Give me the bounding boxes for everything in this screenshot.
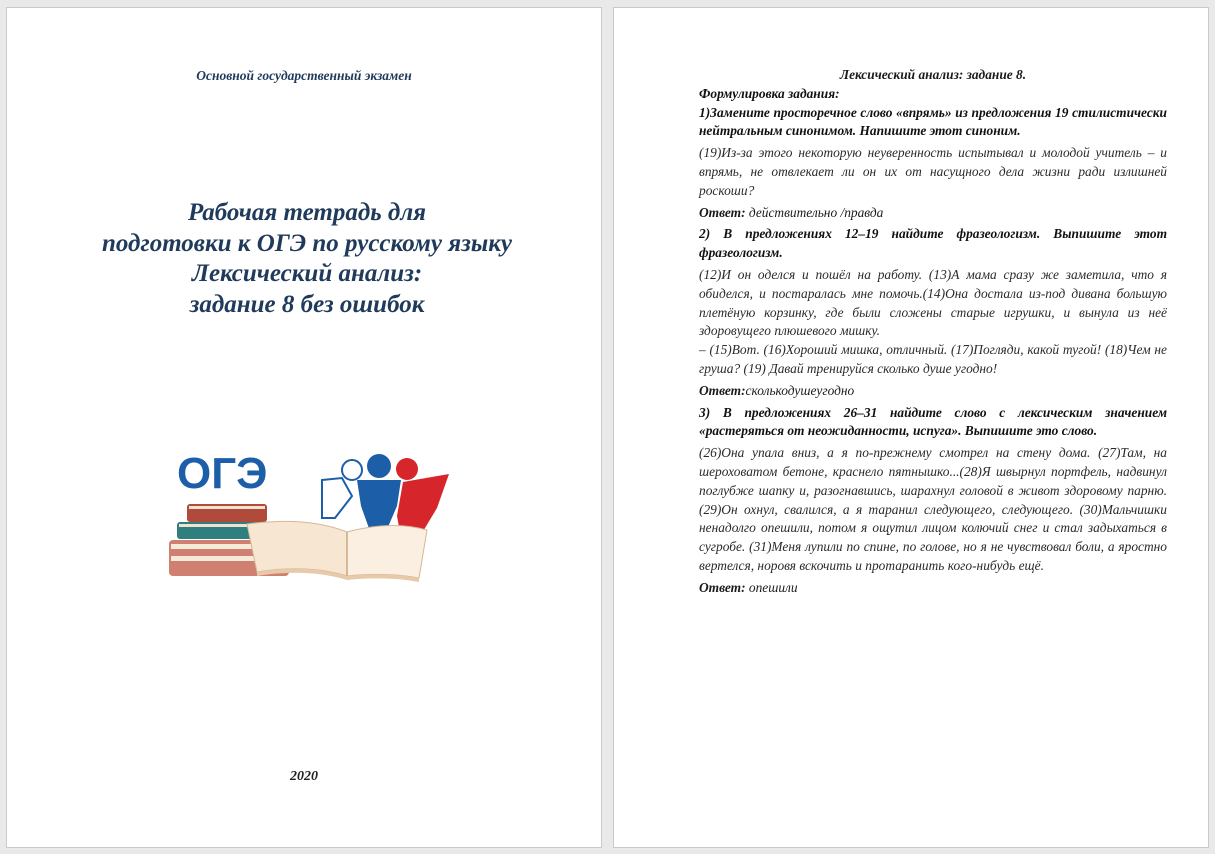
open-book-right <box>347 525 427 578</box>
cover-title-line: задание 8 без ошибок <box>189 290 425 318</box>
cover-title-line: Рабочая тетрадь для <box>187 199 427 226</box>
cover-title-line: подготовки к ОГЭ по русскому языку <box>101 229 512 257</box>
logo-figure-head <box>396 458 418 480</box>
year: 2020 <box>290 769 318 784</box>
answer-value: действительно /правда <box>745 204 884 220</box>
task-answer <box>699 382 1167 401</box>
answer-label: Ответ: <box>699 382 746 398</box>
oge-logo-text: ОГЭ <box>177 449 268 498</box>
cover-page <box>6 7 602 848</box>
logo-figure-white <box>322 478 352 518</box>
task-text: (12)И он оделся и пошёл на работу. (13)А мама сразу же заметила, что я обиделся, и постаралась мне помочь.(14)Она достала из-под дивана большую плетёную корзинку, где были сложены старые игрушки, и вынула из неё здоровущего плюшевого мишку. <box>699 266 1167 339</box>
answer-value: опешили <box>745 579 798 595</box>
task-page <box>613 7 1209 848</box>
cover-title <box>57 198 557 320</box>
logo-figure-head <box>367 454 391 478</box>
logo-figure-head <box>342 460 362 480</box>
task-answer <box>699 579 1167 598</box>
task-answer <box>699 204 1167 223</box>
exam-name: Основной государственный экзамен <box>196 68 412 83</box>
answer-label: Ответ: <box>699 204 746 220</box>
task-text: (19)Из-за этого некоторую неуверенность испытывал и молодой учитель – и впрямь, не отвлекает ли он их от насущного дела жизни ради излишней роскоши? <box>699 145 1167 198</box>
task-text: – (15)Вот. (16)Хороший мишка, отличный. (17)Погляди, какой тугой! (18)Чем не груша? (19) Давай тренируйся сколько душе угодно! <box>699 342 1167 376</box>
task-question: 2) В предложениях 12–19 найдите фразеологизм. Выпишите этот фразеологизм. <box>699 226 1167 261</box>
answer-value: сколькодушеугодно <box>745 382 855 398</box>
formulation-label: Формулировка задания: <box>699 85 840 101</box>
task-content <box>699 66 1167 598</box>
page-heading: Лексический анализ: задание 8. <box>839 67 1027 82</box>
task-text: (26)Она упала вниз, а я по-прежнему смотрел на стену дома. (27)Там, на шероховатом бетоне, краснело пятнышко...(28)Я швырнул портфель, надвинул поглубже шапку и, разогнавшись, шарахнул головой в живот здоровому парню. (29)Он охнул, свалился, а я таранил следующего, следующего. (30)Мальчишки ненадолго опешили, потом я ощутил лицом колючий снег и стал задыхаться в сугробе. (31)Меня лупили по спине, по голове, но я не чувствовал боли, а яростно вертелся, норовя вскочить и протаранить кого-нибудь ещё. <box>699 445 1167 573</box>
task-question: 3) В предложениях 26–31 найдите слово с лексическим значением «растеряться от неожиданности, испуга». Выпишите это слово. <box>699 404 1167 439</box>
oge-logo-with-books <box>157 446 457 596</box>
task-question: 1)Замените просторечное слово «впрямь» из предложения 19 стилистически нейтральным синонимом. Напишите этот синоним. <box>699 104 1167 139</box>
answer-label: Ответ: <box>699 579 746 595</box>
oge-logo-image <box>157 446 457 596</box>
cover-title-line: Лексический анализ: <box>191 260 423 287</box>
open-book-left <box>247 521 347 576</box>
